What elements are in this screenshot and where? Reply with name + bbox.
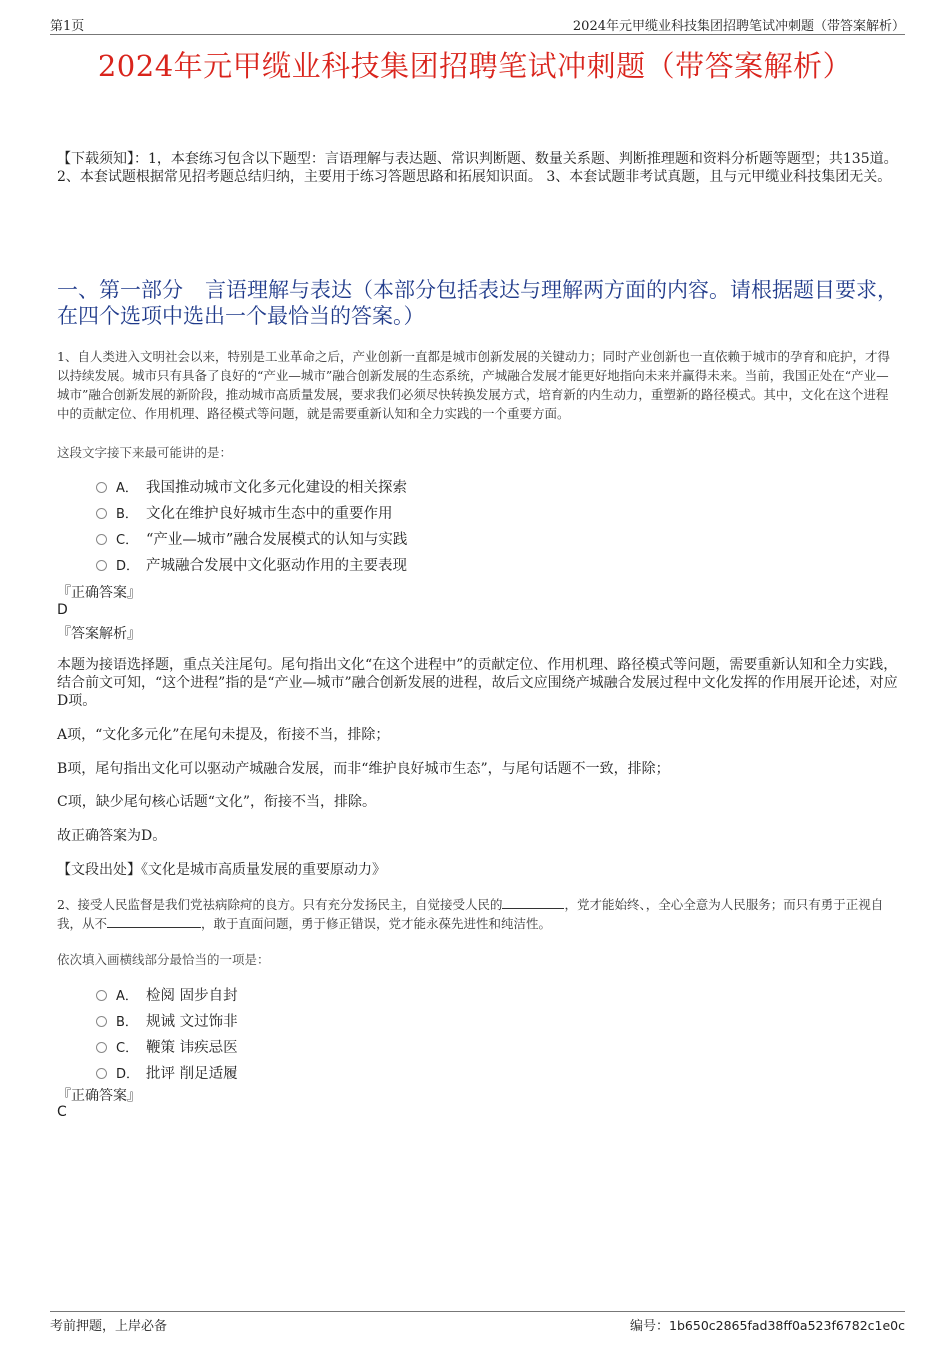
radio-icon[interactable] [96,560,107,571]
section-number: 一、第一部分 [57,278,183,302]
option-text: 我国推动城市文化多元化建设的相关探索 [146,479,407,496]
option-text: 产城融合发展中文化驱动作用的主要表现 [146,557,407,574]
option-text: 检阅 固步自封 [146,987,238,1004]
option-a[interactable]: A． 检阅 固步自封 [96,981,238,1007]
radio-icon[interactable] [96,1068,107,1079]
answer-label: 『正确答案』 [57,1088,141,1104]
page-footer [50,1311,905,1336]
radio-icon[interactable] [96,508,107,519]
option-b[interactable]: B． 规诫 文过饰非 [96,1007,238,1033]
option-b[interactable]: B． 文化在维护良好城市生态中的重要作用 [96,499,407,525]
document-code: 编号：1b650c2865fad38ff0a523f6782c1e0c [630,1318,905,1334]
option-text: 规诫 文过饰非 [146,1013,238,1030]
fill-blank-2[interactable] [107,915,201,928]
analysis-label: 『答案解析』 [57,626,141,642]
footer-slogan: 考前押题，上岸必备 [50,1319,168,1334]
analysis-paragraph: A项，“文化多元化”在尾句未提及，衔接不当，排除； [57,727,390,743]
document-title: 2024年元甲缆业科技集团招聘笔试冲刺题（带答案解析） [97,49,853,83]
question-1-text: 1、自人类进入文明社会以来，特别是工业革命之后，产业创新一直都是城市创新发展的关键动力；同时产业创新也一直依赖于城市的孕育和庇护，才得以持续发展。城市只有具备了良好的“产业—城市”融合创新发展的生态系统，产城融合发展才能更好地指向未来并赢得未来。当前，我国正处在“产业—城市”融合创新发展的新阶段，推动城市高质量发展，要求我们必须尽快转换发展方式，培育新的内生动力，重塑新的路径模式。其中，文化在这个进程中的贡献定位、作用机理、路径模式等问题，就是需要重新认知和全力实践的一个重要方面。 [57,349,890,421]
option-c[interactable]: C． “产业—城市”融合发展模式的认知与实践 [96,525,407,551]
option-d[interactable]: D． 产城融合发展中文化驱动作用的主要表现 [96,551,407,577]
download-notice: 【下载须知】：1，本套练习包含以下题型：言语理解与表达题、常识判断题、数量关系题、判断推理题和资料分析题等题型；共135道。 2、本套试题根据常见招考题总结归纳，主要用于练习答题思路和拓展知识面。 3、本套试题非考试真题，且与元甲缆业科技集团无关。 [57,151,898,185]
header-doc-title: 2024年元甲缆业科技集团招聘笔试冲刺题（带答案解析） [572,19,905,34]
question-1-prompt: 这段文字接下来最可能讲的是： [57,445,233,460]
option-c[interactable]: C． 鞭策 讳疾忌医 [96,1033,238,1059]
answer-label: 『正确答案』 [57,585,141,601]
question-2-text: 2、接受人民监督是我们党祛病除疴的良方。只有充分发扬民主，自觉接受人民的 ，党才能始终、，全心全意为人民服务；而只有勇于正视自我，从不 ，敢于直面问题，勇于修正错误，党才能永葆先进性和纯洁性。 [57,897,884,931]
fill-blank-1[interactable] [502,896,564,909]
option-text: 鞭策 讳疾忌医 [146,1039,238,1056]
option-text: 文化在维护良好城市生态中的重要作用 [146,505,393,522]
analysis-paragraph: C项，缺少尾句核心话题“文化”，衔接不当，排除。 [57,794,377,810]
question-1-options [96,473,407,577]
page-number: 第1页 [50,19,85,34]
radio-icon[interactable] [96,482,107,493]
option-a[interactable]: A． 我国推动城市文化多元化建设的相关探索 [96,473,407,499]
page-header [50,14,905,35]
answer-value: D [57,602,68,618]
analysis-paragraph: 本题为接语选择题，重点关注尾句。尾句指出文化“在这个进程中”的贡献定位、作用机理、路径模式等问题，需要重新认知和全力实践，结合前文可知，“这个进程”指的是“产业—城市”融合创新发展的进程，故后文应围绕产城融合发展过程中文化发挥的作用展开论述，对应D项。 [57,657,898,709]
analysis-paragraph: 故正确答案为D。 [57,828,167,844]
radio-icon[interactable] [96,990,107,1001]
option-d[interactable]: D． 批评 削足适履 [96,1059,238,1085]
analysis-paragraph: B项，尾句指出文化可以驱动产城融合发展，而非“维护良好城市生态”，与尾句话题不一致，排除； [57,761,670,777]
radio-icon[interactable] [96,1016,107,1027]
section-heading [57,277,899,329]
source-citation: 【文段出处】《文化是城市高质量发展的重要原动力》 [57,862,386,878]
answer-value: C [57,1104,67,1120]
option-text: “产业—城市”融合发展模式的认知与实践 [146,531,408,548]
question-2-options [96,981,238,1085]
section-title: 言语理解与表达（本部分包括表达与理解两方面的内容。请根据题目要求，在四个选项中选出一个最恰当的答案。） [57,278,898,328]
radio-icon[interactable] [96,534,107,545]
option-text: 批评 削足适履 [146,1065,238,1082]
radio-icon[interactable] [96,1042,107,1053]
question-2-prompt: 依次填入画横线部分最恰当的一项是： [57,952,270,967]
